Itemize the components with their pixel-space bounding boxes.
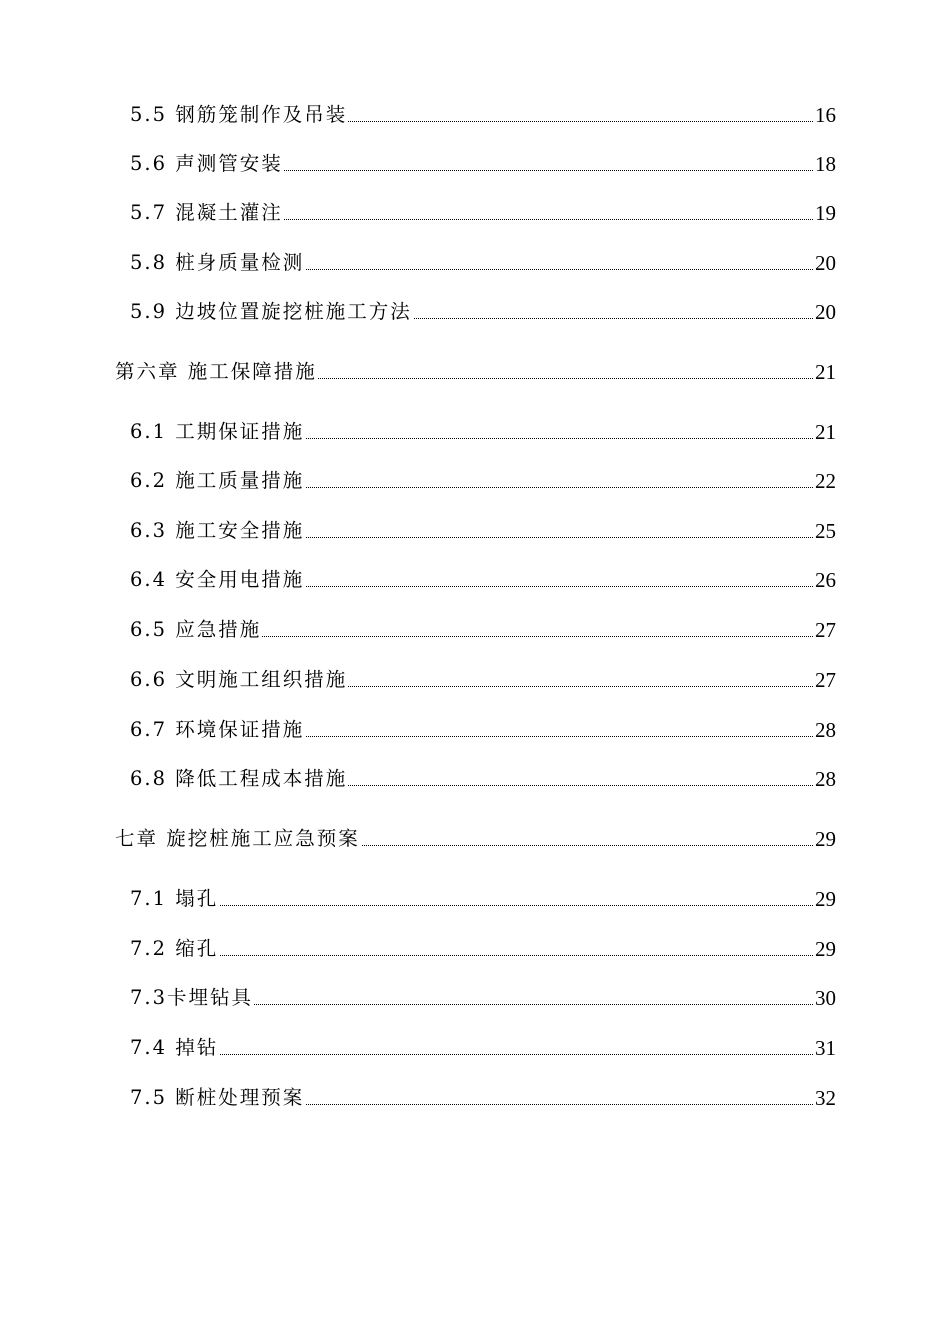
toc-entry-5-5[interactable] xyxy=(0,103,950,133)
toc-entry-page: 20 xyxy=(815,300,836,324)
toc-entry-label: 6.7 环境保证措施 xyxy=(130,718,305,741)
toc-entry-label: 6.2 施工质量措施 xyxy=(130,469,305,492)
toc-entry-label: 7.2 缩孔 xyxy=(130,937,219,960)
toc-entry-label: 5.6 声测管安装 xyxy=(130,152,283,175)
toc-entry-label: 7.5 断桩处理预案 xyxy=(130,1086,305,1109)
toc-entry-page: 20 xyxy=(815,251,836,275)
toc-entry-label: 6.6 文明施工组织措施 xyxy=(130,668,348,691)
toc-chapter-label: 七章 旋挖桩施工应急预案 xyxy=(115,827,360,850)
toc-entry-page: 32 xyxy=(815,1086,836,1110)
toc-entry-7-4[interactable] xyxy=(0,1036,950,1066)
toc-entry-6-8[interactable] xyxy=(0,767,950,797)
toc-entry-page: 16 xyxy=(815,103,836,127)
toc-entry-7-1[interactable] xyxy=(0,887,950,917)
toc-chapter-6[interactable] xyxy=(0,360,950,390)
toc-entry-label: 6.4 安全用电措施 xyxy=(130,568,305,591)
toc-entry-page: 21 xyxy=(815,360,836,384)
toc-entry-label: 6.1 工期保证措施 xyxy=(130,420,305,443)
toc-entry-7-3[interactable] xyxy=(0,986,950,1016)
toc-entry-6-1[interactable] xyxy=(0,420,950,450)
dot-leader xyxy=(150,1054,813,1055)
toc-entry-page: 29 xyxy=(815,937,836,961)
toc-entry-page: 26 xyxy=(815,568,836,592)
toc-entry-page: 29 xyxy=(815,827,836,851)
toc-entry-label: 7.1 塌孔 xyxy=(130,887,219,910)
toc-entry-label: 5.8 桩身质量检测 xyxy=(130,251,305,274)
toc-entry-label: 7.4 掉钻 xyxy=(130,1036,219,1059)
toc-entry-page: 18 xyxy=(815,152,836,176)
toc-entry-label: 5.5 钢筋笼制作及吊装 xyxy=(130,103,348,126)
toc-entry-6-6[interactable] xyxy=(0,668,950,698)
toc-entry-page: 28 xyxy=(815,718,836,742)
toc-chapter-label: 第六章 施工保障措施 xyxy=(115,360,317,383)
dot-leader xyxy=(150,905,813,906)
toc-entry-page: 22 xyxy=(815,469,836,493)
toc-entry-6-7[interactable] xyxy=(0,718,950,748)
toc-entry-page: 27 xyxy=(815,668,836,692)
toc-entry-7-2[interactable] xyxy=(0,937,950,967)
toc-entry-page: 25 xyxy=(815,519,836,543)
toc-chapter-7[interactable] xyxy=(0,827,950,857)
toc-entry-7-5[interactable] xyxy=(0,1086,950,1116)
toc-entry-page: 21 xyxy=(815,420,836,444)
toc-entry-5-8[interactable] xyxy=(0,251,950,281)
toc-entry-6-5[interactable] xyxy=(0,618,950,648)
toc-entry-5-7[interactable] xyxy=(0,201,950,231)
toc-entry-6-4[interactable] xyxy=(0,568,950,598)
toc-entry-5-9[interactable] xyxy=(0,300,950,330)
toc-entry-6-2[interactable] xyxy=(0,469,950,499)
toc-entry-label: 5.7 混凝土灌注 xyxy=(130,201,283,224)
toc-entry-label: 7.3卡埋钻具 xyxy=(130,986,254,1009)
toc-entry-page: 19 xyxy=(815,201,836,225)
toc-entry-page: 31 xyxy=(815,1036,836,1060)
toc-entry-page: 28 xyxy=(815,767,836,791)
dot-leader xyxy=(150,955,813,956)
toc-entry-label: 6.3 施工安全措施 xyxy=(130,519,305,542)
toc-entry-label: 6.8 降低工程成本措施 xyxy=(130,767,348,790)
toc-entry-label: 6.5 应急措施 xyxy=(130,618,262,641)
toc-entry-page: 29 xyxy=(815,887,836,911)
toc-entry-label: 5.9 边坡位置旋挖桩施工方法 xyxy=(130,300,412,323)
toc-entry-5-6[interactable] xyxy=(0,152,950,182)
toc-entry-page: 30 xyxy=(815,986,836,1010)
toc-entry-page: 27 xyxy=(815,618,836,642)
toc-entry-6-3[interactable] xyxy=(0,519,950,549)
